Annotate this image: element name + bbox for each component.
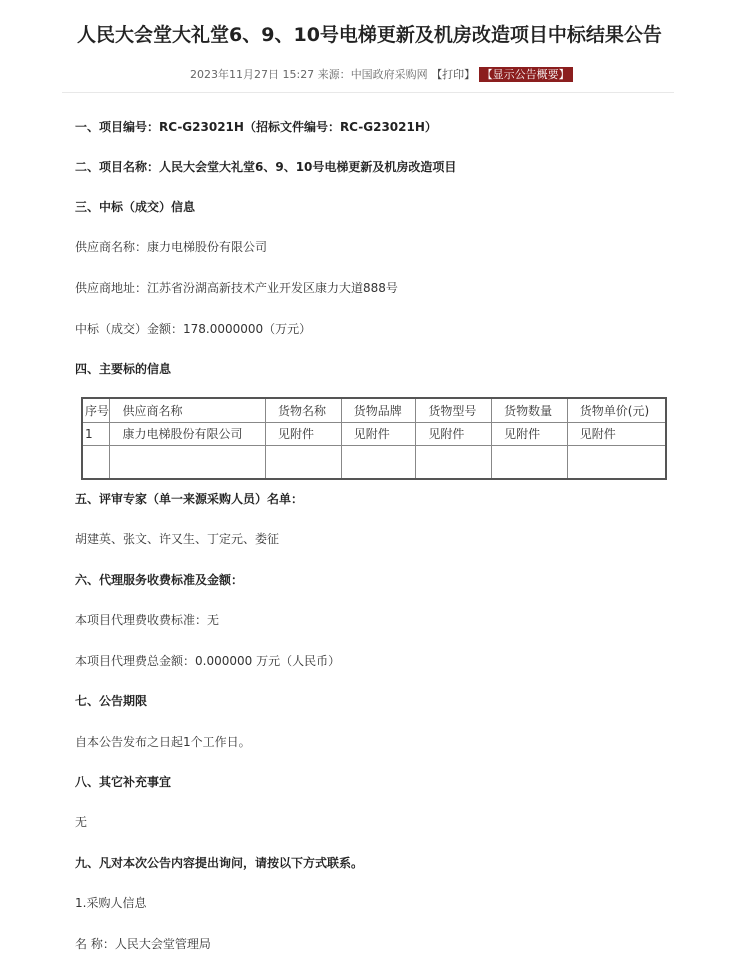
table-cell bbox=[82, 446, 110, 479]
supplier-address: 供应商地址：江苏省汾湖高新技术产业开发区康力大道888号 bbox=[75, 281, 398, 295]
other-matters: 无 bbox=[75, 815, 88, 829]
purchaser-name: 名 称：人民大会堂管理局 bbox=[75, 937, 211, 951]
section-award-info: 三、中标（成交）信息 bbox=[75, 200, 196, 214]
table-header-cell: 序号 bbox=[82, 398, 110, 422]
table-cell: 见附件 bbox=[492, 422, 568, 446]
table-header-cell: 货物名称 bbox=[266, 398, 342, 422]
section-project-name: 二、项目名称：人民大会堂大礼堂6、9、10号电梯更新及机房改造项目 bbox=[75, 160, 457, 174]
table-cell bbox=[492, 446, 568, 479]
section-experts: 五、评审专家（单一来源采购人员）名单： bbox=[75, 492, 304, 506]
show-summary-button[interactable]: 【显示公告概要】 bbox=[479, 67, 573, 82]
expert-list: 胡建英、张文、许又生、丁定元、娄征 bbox=[75, 532, 280, 546]
print-link[interactable]: 【打印】 bbox=[431, 68, 476, 81]
divider bbox=[62, 92, 674, 93]
table-header-cell: 货物品牌 bbox=[341, 398, 416, 422]
article-meta bbox=[190, 66, 573, 82]
table-row-empty bbox=[82, 446, 666, 479]
award-amount: 中标（成交）金额：178.0000000（万元） bbox=[75, 322, 312, 336]
purchaser-info-heading: 1.采购人信息 bbox=[75, 896, 147, 910]
section-main-items: 四、主要标的信息 bbox=[75, 362, 172, 376]
fee-standard: 本项目代理费收费标准：无 bbox=[75, 613, 220, 627]
source-name: 中国政府采购网 bbox=[350, 68, 428, 81]
table-cell bbox=[266, 446, 342, 479]
publish-datetime: 2023年11月27日 15:27 bbox=[190, 68, 315, 81]
table-cell: 见附件 bbox=[341, 422, 416, 446]
table-cell bbox=[341, 446, 416, 479]
table-header-cell: 货物数量 bbox=[492, 398, 568, 422]
table-cell: 1 bbox=[82, 422, 110, 446]
section-notice-period: 七、公告期限 bbox=[75, 694, 148, 708]
section-contact: 九、凡对本次公告内容提出询问，请按以下方式联系。 bbox=[75, 856, 364, 870]
section-project-number: 一、项目编号：RC-G23021H（招标文件编号：RC-G23021H） bbox=[75, 120, 437, 134]
table-header-cell: 供应商名称 bbox=[110, 398, 266, 422]
section-agency-fee: 六、代理服务收费标准及金额： bbox=[75, 573, 244, 587]
table-cell: 见附件 bbox=[567, 422, 666, 446]
table-cell: 见附件 bbox=[416, 422, 492, 446]
table-header-row bbox=[82, 398, 666, 422]
goods-table bbox=[81, 397, 667, 480]
table-cell bbox=[110, 446, 266, 479]
supplier-name: 供应商名称：康力电梯股份有限公司 bbox=[75, 240, 268, 254]
table-cell bbox=[567, 446, 666, 479]
table-cell: 见附件 bbox=[266, 422, 342, 446]
table-row bbox=[82, 422, 666, 446]
table-cell: 康力电梯股份有限公司 bbox=[110, 422, 266, 446]
page-title: 人民大会堂大礼堂6、9、10号电梯更新及机房改造项目中标结果公告 bbox=[77, 24, 662, 46]
fee-total: 本项目代理费总金额：0.000000 万元（人民币） bbox=[75, 654, 341, 668]
table-cell bbox=[416, 446, 492, 479]
section-other: 八、其它补充事宜 bbox=[75, 775, 172, 789]
source-label: 来源： bbox=[317, 68, 351, 81]
table-header-cell: 货物型号 bbox=[416, 398, 492, 422]
notice-period: 自本公告发布之日起1个工作日。 bbox=[75, 735, 251, 749]
table-header-cell: 货物单价(元) bbox=[567, 398, 666, 422]
